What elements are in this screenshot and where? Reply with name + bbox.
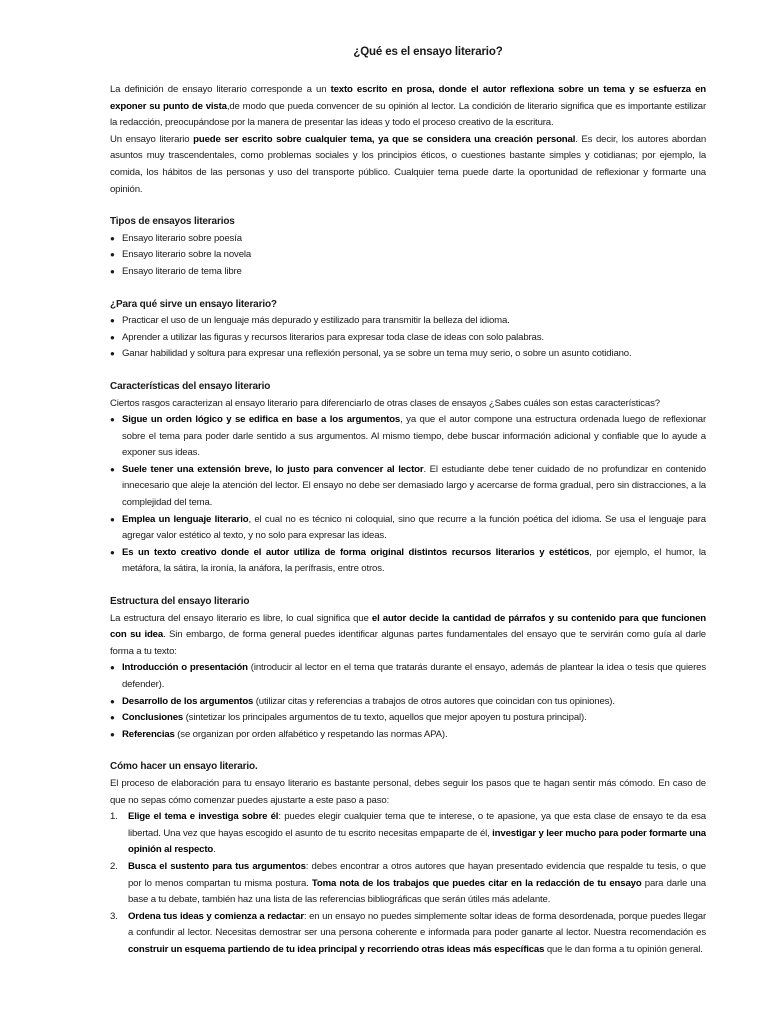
section-heading-tipos: Tipos de ensayos literarios [110, 216, 235, 228]
text-run: . Es decir, los autores abordan asuntos muy trascendentales, como problemas sociales y los principios éticos, o cuestiones bastante simples y cotidianas; por ejemplo, la comida, los hábitos de las personas y uso del transporte público. Cualquier tema puede darte la oportunidad de reflexionar y formarte una opinión. [110, 133, 706, 195]
text-run: , el cual no es técnico ni coloquial, sino que recurre a la función poética del idioma. Se usa el lenguaje para agregar valor estético al texto, y no solo para expresar las ideas. [122, 513, 706, 542]
list-item: ● Ensayo literario sobre poesía [110, 231, 706, 248]
como-steps [110, 809, 706, 958]
list-item [110, 694, 706, 711]
text-run: : puedes elegir cualquier tema que te interese, o te apasione, ya que esta clase de ensayo te da esa libertad. Una vez que hayas escogido el asunto de tu escrito necesitas empaparte de él, [128, 811, 706, 839]
bold-run: Toma nota de los trabajos que puedes citar en la redacción de tu ensayo [311, 877, 642, 889]
step-item [110, 909, 706, 959]
estructura-intro [110, 611, 706, 661]
list-item [110, 660, 706, 693]
bold-run: Busca el sustento para tus argumentos [128, 860, 306, 872]
bold-run: construir un esquema partiendo de tu idea principal y recorriendo otras ideas más específicas [128, 943, 545, 955]
bold-run: puede ser escrito sobre cualquier tema, ya que se considera una creación personal [193, 133, 576, 145]
text-run: . Sin embargo, de forma general puedes identificar algunas partes fundamentales del ensayo que te servirán como guía al darle forma a tu texto: [110, 629, 706, 657]
bold-run: Introducción o presentación [122, 662, 248, 674]
bold-run: Elige el tema e investiga sobre él [128, 811, 279, 823]
list-item: ● Practicar el uso de un lenguaje más depurado y estilizado para transmitir la belleza del idioma. [110, 313, 706, 330]
bold-run: Es un texto creativo donde el autor utiliza de forma original distintos recursos literarios y estéticos [122, 546, 590, 558]
text-run: : en un ensayo no puedes simplemente soltar ideas de forma desordenada, porque puedes llegar a confundir al lector. Necesitas demostrar ser una persona coherente e informada para poder ganarte al lector. Nuestra recomendación es [128, 910, 706, 939]
bold-run: texto escrito en prosa, donde el autor reflexiona sobre un tema y se esfuerza en exponer su punto de vista [110, 84, 706, 112]
list-item [110, 462, 706, 512]
text-run: (se organizan por orden alfabético y respetando las normas APA). [174, 728, 448, 740]
list-item [110, 512, 706, 545]
text-run: La definición de ensayo literario corresponde a un [110, 84, 331, 95]
list-item: ● Aprender a utilizar las figuras y recursos literarios para expresar toda clase de ideas con solo palabras. [110, 330, 706, 347]
step-item [110, 859, 706, 909]
text-run: La estructura del ensayo literario es libre, lo cual significa que [110, 612, 372, 624]
text-run: (utilizar citas y referencias a trabajos de otros autores que coincidan con tus opiniones). [253, 695, 615, 707]
bold-run: el autor decide la cantidad de párrafos y su contenido para que funcionen con su idea [110, 612, 706, 641]
text-run: , ya que el autor compone una estructura ordenada luego de reflexionar sobre el tema para poder darle sentido a sus argumentos. Al mismo tiempo, debe buscar información adicional y confiable que lo ayude a exponer sus ideas. [122, 414, 707, 459]
section-heading-estructura: Estructura del ensayo literario [110, 596, 250, 608]
bold-run: Referencias [122, 728, 175, 740]
section-heading-como: Cómo hacer un ensayo literario. [110, 761, 258, 773]
text-run: , por ejemplo, el humor, la metáfora, la sátira, la ironía, la anáfora, la perífrasis, entre otros. [122, 546, 706, 575]
text-run: (sintetizar los principales argumentos de tu texto, aquellos que mejor apoyen tu postura principal). [183, 712, 587, 724]
list-item [110, 412, 706, 462]
list-item [110, 727, 706, 744]
text-run: . El estudiante debe tener cuidado de no profundizar en contenido innecesario que aleje la atención del lector. El ensayo no debe ser demasiado largo y acercarse de forma gradual, pero sin distracciones, a la complejidad del tema. [122, 463, 706, 509]
list-item [110, 545, 706, 578]
text-run: Un ensayo literario [110, 133, 194, 145]
bold-run: Conclusiones [122, 712, 184, 724]
list-item: ● Ensayo literario de tema libre [110, 264, 706, 281]
document-title: ¿Qué es el ensayo literario? [353, 46, 503, 58]
text-run: que le dan forma a tu opinión general. [544, 943, 703, 955]
list-item: ● Ensayo literario sobre la novela [110, 247, 706, 264]
bold-run: Sigue un orden lógico y se edifica en base a los argumentos [122, 414, 401, 426]
intro-paragraph-2 [110, 132, 706, 198]
caracteristicas-list [110, 412, 706, 578]
text-run: . [213, 844, 216, 856]
step-item [110, 809, 706, 859]
text-run: ,de modo que pueda convencer de su opinión al lector. La condición de literario significa que es importante estilizar la redacción, preocupándose por la manera de presentar las ideas y todo el proceso creativo de la escritura. [110, 100, 706, 129]
tipos-list [110, 231, 706, 281]
bold-run: Emplea un lenguaje literario [122, 513, 249, 525]
section-heading-caracteristicas: Características del ensayo literario [110, 380, 271, 392]
sirve-list [110, 313, 706, 363]
section-heading-sirve: ¿Para qué sirve un ensayo literario? [110, 298, 277, 310]
step-number: 2. [110, 860, 118, 872]
text-run: (introducir al lector en el tema que tratarás durante el ensayo, además de plantear la idea o tesis que quieres defender). [122, 662, 706, 690]
caracteristicas-intro: Ciertos rasgos caracterizan al ensayo literario para diferenciarlo de otras clases de ensayos ¿Sabes cuáles son estas características? [110, 397, 660, 409]
text-run: : debes encontrar a otros autores que hayan presentado evidencia que respalde tu tesis, o que por lo menos compartan tu misma postura. [128, 860, 706, 889]
list-item: ● Ganar habilidad y soltura para expresar una reflexión personal, ya se sobre un tema muy serio, o sobre un asunto cotidiano. [110, 346, 706, 363]
estructura-list [110, 660, 706, 743]
bold-run: Desarrollo de los argumentos [122, 695, 254, 707]
como-intro: El proceso de elaboración para tu ensayo literario es bastante personal, debes seguir los pasos que te hagan sentir más cómodo. En caso de que no sepas cómo comenzar puedes ajustarte a este paso a paso: [110, 777, 706, 806]
bold-run: Ordena tus ideas y comienza a redactar [128, 910, 304, 922]
bold-run: Suele tener una extensión breve, lo justo para convencer al lector [122, 463, 424, 475]
intro-paragraph-1 [110, 82, 706, 132]
text-run: para darle una base a tu debate, también haz una lista de las referencias bibliográficas que serán útiles más adelante. [128, 877, 706, 906]
bold-run: investigar y leer mucho para poder formarte una opinión al respecto [128, 827, 706, 856]
list-item [110, 710, 706, 727]
step-number: 3. [110, 910, 118, 922]
step-number: 1. [110, 811, 118, 823]
